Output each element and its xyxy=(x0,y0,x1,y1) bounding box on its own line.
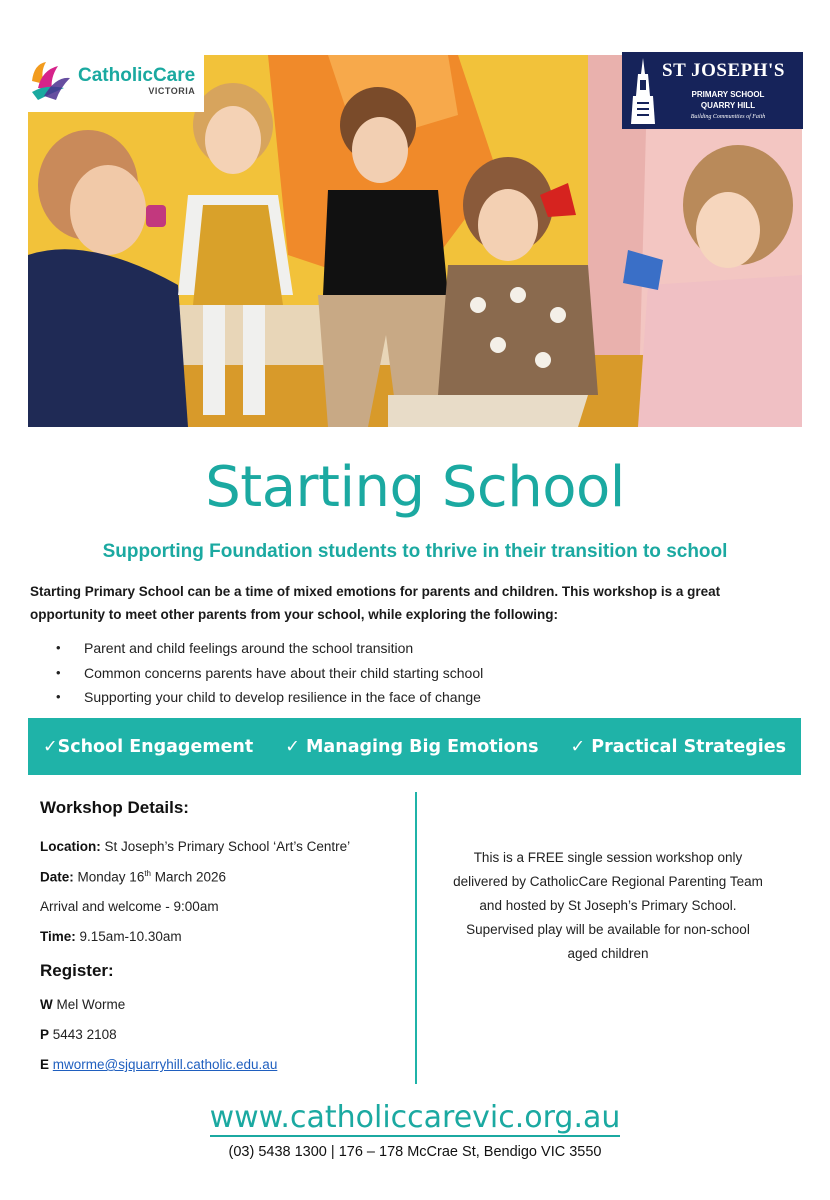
register-heading: Register: xyxy=(40,961,114,980)
email-link[interactable]: mworme@sjquarryhill.catholic.edu.au xyxy=(52,1057,278,1072)
time-value: 9.15am-10.30am xyxy=(79,929,182,944)
list-item: • Common concerns parents have about their child starting school xyxy=(56,661,483,686)
location-row xyxy=(40,839,350,854)
register-p-row xyxy=(40,1027,117,1042)
info-line: delivered by CatholicCare Regional Parenting Team xyxy=(453,874,763,889)
date-suffix-sup: th xyxy=(144,869,151,878)
st-josephs-line1: PRIMARY SCHOOL xyxy=(691,90,765,99)
info-line: and hosted by St Joseph’s Primary School. xyxy=(479,898,737,913)
info-line: Supervised play will be available for non-school xyxy=(466,922,750,937)
banner-item-emotions: ✓ Managing Big Emotions xyxy=(285,736,539,757)
benefits-banner xyxy=(28,718,801,775)
church-spire-icon xyxy=(628,56,658,126)
banner-item-engagement: ✓School Engagement xyxy=(42,736,254,757)
contact-line: (03) 5438 1300 | 176 – 178 McCrae St, Bendigo VIC 3550 xyxy=(228,1144,602,1160)
topic-list xyxy=(56,636,483,710)
time-row xyxy=(40,929,182,944)
date-label: Date: xyxy=(40,869,74,885)
location-value: St Joseph’s Primary School ‘Art’s Centre’ xyxy=(104,839,351,854)
date-month: March 2026 xyxy=(154,869,227,885)
page-title: Starting School xyxy=(205,455,625,520)
page-subtitle: Supporting Foundation students to thrive in their transition to school xyxy=(102,541,728,562)
register-w-row xyxy=(40,997,125,1012)
website-link[interactable]: www.catholiccarevic.org.au xyxy=(209,1100,621,1135)
details-heading: Workshop Details: xyxy=(40,798,189,817)
w-value: Mel Worme xyxy=(56,997,126,1012)
banner-item-strategies: ✓ Practical Strategies xyxy=(570,736,787,757)
st-josephs-motto: Building Communities of Faith xyxy=(690,114,766,120)
list-item: • Parent and child feelings around the school transition xyxy=(56,636,483,661)
info-line: This is a FREE single session workshop only xyxy=(473,850,743,865)
p-label: P xyxy=(40,1027,50,1042)
st-josephs-line2: QUARRY HILL xyxy=(700,101,756,110)
register-e-row xyxy=(40,1057,277,1072)
date-value: Monday 16 xyxy=(77,869,145,885)
st-josephs-logo xyxy=(622,52,803,129)
catholiccare-sub: VICTORIA xyxy=(148,86,196,96)
intro-paragraph: Starting Primary School can be a time of mixed emotions for parents and children. This workshop is a great opportunity to meet other parents from your school, while exploring the following: xyxy=(30,584,721,622)
catholiccare-name: CatholicCare xyxy=(78,65,196,86)
info-box xyxy=(425,846,791,966)
w-label: W xyxy=(40,997,53,1012)
catholiccare-logo xyxy=(18,50,204,112)
website-link-wrap xyxy=(0,1100,830,1135)
date-row xyxy=(40,869,226,885)
vertical-divider xyxy=(415,792,417,1084)
info-line: aged children xyxy=(567,946,649,961)
p-value: 5443 2108 xyxy=(52,1027,117,1042)
location-label: Location: xyxy=(40,839,101,854)
st-josephs-name: ST JOSEPH'S xyxy=(662,60,785,81)
time-label: Time: xyxy=(40,929,76,944)
catholiccare-leaf-icon xyxy=(24,56,74,106)
list-item: • Supporting your child to develop resilience in the face of change xyxy=(56,685,483,710)
arrival-row: Arrival and welcome - 9:00am xyxy=(40,899,219,914)
e-label: E xyxy=(40,1057,50,1072)
